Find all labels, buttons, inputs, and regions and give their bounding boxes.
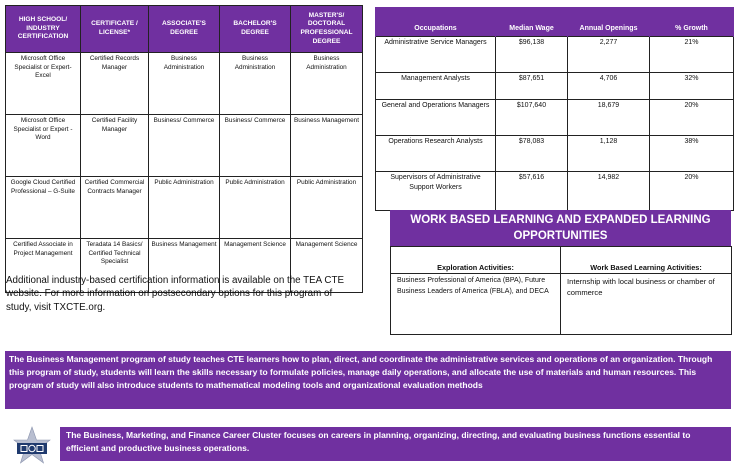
occupations-header-row bbox=[376, 7, 734, 37]
table-cell: 14,982 bbox=[568, 172, 650, 211]
table-cell: 38% bbox=[650, 136, 734, 172]
header-associates-degree: ASSOCIATE'S DEGREE bbox=[149, 6, 220, 53]
wbl-header-row bbox=[391, 247, 732, 274]
table-row bbox=[6, 115, 363, 177]
table-cell: General and Operations Managers bbox=[376, 100, 496, 136]
texas-star-logo-icon bbox=[12, 426, 52, 466]
table-row bbox=[6, 53, 363, 115]
certification-table bbox=[5, 5, 363, 293]
table-cell: Management Analysts bbox=[376, 73, 496, 100]
table-cell: Business/ Commerce bbox=[149, 115, 220, 177]
header-annual-openings: Annual Openings bbox=[568, 7, 650, 37]
table-cell: Business Administration bbox=[291, 53, 363, 115]
table-cell: $78,083 bbox=[496, 136, 568, 172]
certification-header-row bbox=[6, 6, 363, 53]
table-cell: 4,706 bbox=[568, 73, 650, 100]
table-cell: Public Administration bbox=[149, 177, 220, 239]
table-cell: $87,651 bbox=[496, 73, 568, 100]
table-cell: 20% bbox=[650, 172, 734, 211]
table-cell: Certified Facility Manager bbox=[81, 115, 149, 177]
table-row bbox=[376, 172, 734, 211]
certification-note: Additional industry-based certification information is available on the TEA CTE website. For more information on postsecondary options for this program of study, visit TXCTE.org. bbox=[6, 275, 344, 313]
header-occupations: Occupations bbox=[376, 7, 496, 37]
wbl-table bbox=[390, 246, 732, 335]
header-certificate-license: CERTIFICATE / LICENSE* bbox=[81, 6, 149, 53]
table-cell: Business Administration bbox=[149, 53, 220, 115]
table-cell: 18,679 bbox=[568, 100, 650, 136]
table-cell: Management Science bbox=[220, 239, 291, 293]
table-cell: Teradata 14 Basics/ Certified Technical Specialist bbox=[81, 239, 149, 293]
cluster-description: The Business, Marketing, and Finance Career Cluster focuses on careers in planning, organizing, directing, and evaluating business functions essential to efficient and productive business operations. bbox=[60, 427, 731, 461]
table-row bbox=[376, 37, 734, 73]
header-exploration-activities: Exploration Activities: bbox=[391, 247, 561, 274]
table-cell: 21% bbox=[650, 37, 734, 73]
table-cell: Supervisors of Administrative Support Workers bbox=[376, 172, 496, 211]
header-bachelors-degree: BACHELOR'S DEGREE bbox=[220, 6, 291, 53]
header-wbl-activities: Work Based Learning Activities: bbox=[561, 247, 732, 274]
table-cell: Business Administration bbox=[220, 53, 291, 115]
table-cell: Google Cloud Certified Professional – G-Suite bbox=[6, 177, 81, 239]
table-cell: $57,616 bbox=[496, 172, 568, 211]
table-row bbox=[6, 177, 363, 239]
header-median-wage: Median Wage bbox=[496, 7, 568, 37]
header-percent-growth: % Growth bbox=[650, 7, 734, 37]
table-cell: Business/ Commerce bbox=[220, 115, 291, 177]
header-masters-doctoral-degree: MASTER'S/ DOCTORAL PROFESSIONAL DEGREE bbox=[291, 6, 363, 53]
occupations-table bbox=[375, 7, 734, 211]
program-description: The Business Management program of study teaches CTE learners how to plan, direct, and coordinate the administrative services and operations of an organization. Through this program of study, students will learn the skills necessary to formulate policies, manage daily operations, and allocate the use of materials and human resources. This program of study will also introduce students to mathematical modeling tools and organizational evaluation methods bbox=[5, 351, 731, 409]
table-cell: 32% bbox=[650, 73, 734, 100]
table-row bbox=[376, 100, 734, 136]
table-cell: Administrative Service Managers bbox=[376, 37, 496, 73]
table-row bbox=[376, 136, 734, 172]
table-cell: 1,128 bbox=[568, 136, 650, 172]
table-row bbox=[391, 274, 732, 335]
table-cell: $96,138 bbox=[496, 37, 568, 73]
table-cell: Operations Research Analysts bbox=[376, 136, 496, 172]
table-cell: 2,277 bbox=[568, 37, 650, 73]
table-cell: Business Management bbox=[149, 239, 220, 293]
table-row bbox=[376, 73, 734, 100]
header-high-school-certification: HIGH SCHOOL/ INDUSTRY CERTIFICATION bbox=[6, 6, 81, 53]
table-cell: Microsoft Office Specialist or Expert - Word bbox=[6, 115, 81, 177]
table-cell: Management Science bbox=[291, 239, 363, 293]
wbl-banner: WORK BASED LEARNING AND EXPANDED LEARNING OPPORTUNITIES bbox=[390, 210, 731, 246]
table-cell: Business Management bbox=[291, 115, 363, 177]
table-cell: Microsoft Office Specialist or Expert- Excel bbox=[6, 53, 81, 115]
table-cell: 20% bbox=[650, 100, 734, 136]
table-cell: Certified Commercial Contracts Manager bbox=[81, 177, 149, 239]
wbl-activities-text: Internship with local business or chamber of commerce bbox=[561, 274, 732, 335]
table-cell: Certified Associate in Project Management bbox=[6, 239, 81, 293]
table-cell: Certified Records Manager bbox=[81, 53, 149, 115]
table-cell: Public Administration bbox=[291, 177, 363, 239]
table-cell: Public Administration bbox=[220, 177, 291, 239]
exploration-activities-text: Business Professional of America (BPA), Future Business Leaders of America (FBLA), and DECA bbox=[391, 274, 561, 335]
table-cell: $107,640 bbox=[496, 100, 568, 136]
